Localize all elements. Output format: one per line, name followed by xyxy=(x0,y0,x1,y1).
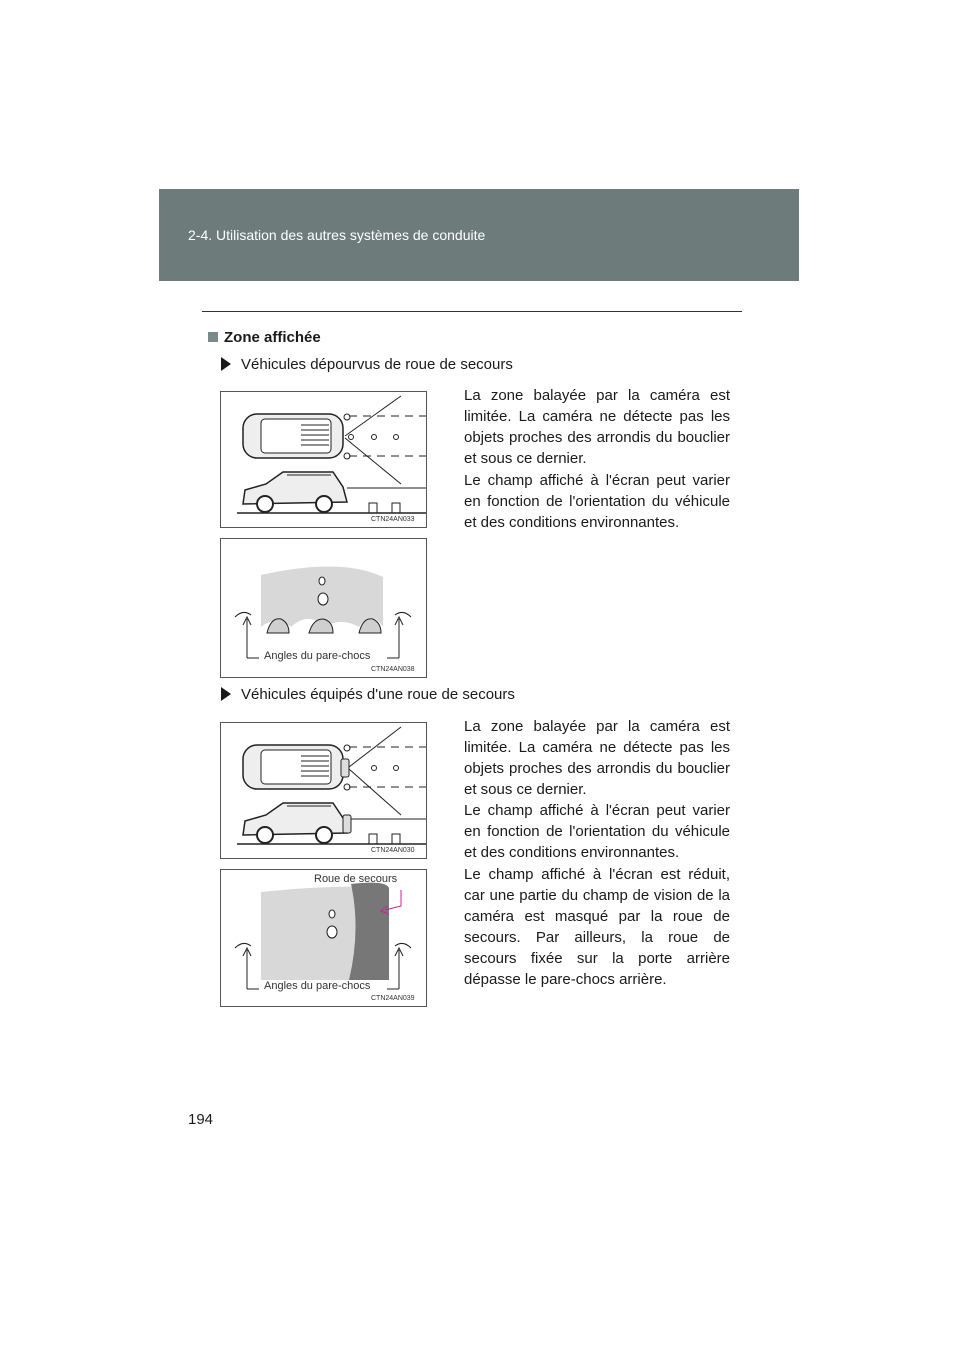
car-diagram xyxy=(221,392,426,527)
section-title: Zone affichée xyxy=(224,329,321,346)
divider xyxy=(202,311,742,312)
bullet-no-spare xyxy=(221,356,513,373)
figure-car-views-spare xyxy=(220,722,427,859)
figure-code: CTN24AN039 xyxy=(371,995,415,1002)
paragraph: Le champ affiché à l'écran peut varier en fonction de l'orientation du véhicule et des conditions environnantes. xyxy=(464,802,730,861)
section-heading xyxy=(208,329,321,346)
bullet-text: Véhicules équipés d'une roue de secours xyxy=(241,686,515,703)
bumper-angles-label: Angles du pare-chocs xyxy=(264,650,371,662)
figure-camera-view xyxy=(220,538,427,678)
paragraph: Le champ affiché à l'écran peut varier en fonction de l'orientation du véhicule et des conditions environnantes. xyxy=(464,472,730,531)
paragraph: La zone balayée par la caméra est limitée. La caméra ne détecte pas les objets proches des arrondis du bouclier et sous ce dernier. xyxy=(464,718,730,798)
chapter-title: 2-4. Utilisation des autres systèmes de conduite xyxy=(188,227,486,243)
chapter-header xyxy=(159,189,799,281)
car-diagram-spare xyxy=(221,723,426,858)
figure-car-views xyxy=(220,391,427,528)
bullet-with-spare xyxy=(221,686,515,703)
figure-code: CTN24AN038 xyxy=(371,666,415,673)
triangle-bullet-icon xyxy=(221,357,231,371)
figure-code: CTN24AN033 xyxy=(371,516,415,523)
paragraph: Le champ affiché à l'écran est réduit, car une partie du champ de vision de la caméra est masqué par la roue de secours. Par ailleurs, la roue de secours fixée sur la porte arrière dépasse le pare-chocs arrière. xyxy=(464,866,730,988)
page-number: 194 xyxy=(188,1111,214,1128)
bullet-text: Véhicules dépourvus de roue de secours xyxy=(241,356,513,373)
figure-code: CTN24AN030 xyxy=(371,847,415,854)
spare-wheel-label: Roue de secours xyxy=(314,873,398,885)
bumper-angles-label: Angles du pare-chocs xyxy=(264,980,371,992)
figure-camera-view-spare xyxy=(220,869,427,1007)
paragraph: La zone balayée par la caméra est limitée. La caméra ne détecte pas les objets proches des arrondis du bouclier et sous ce dernier. xyxy=(464,387,730,467)
triangle-bullet-icon xyxy=(221,687,231,701)
square-bullet-icon xyxy=(208,332,218,342)
